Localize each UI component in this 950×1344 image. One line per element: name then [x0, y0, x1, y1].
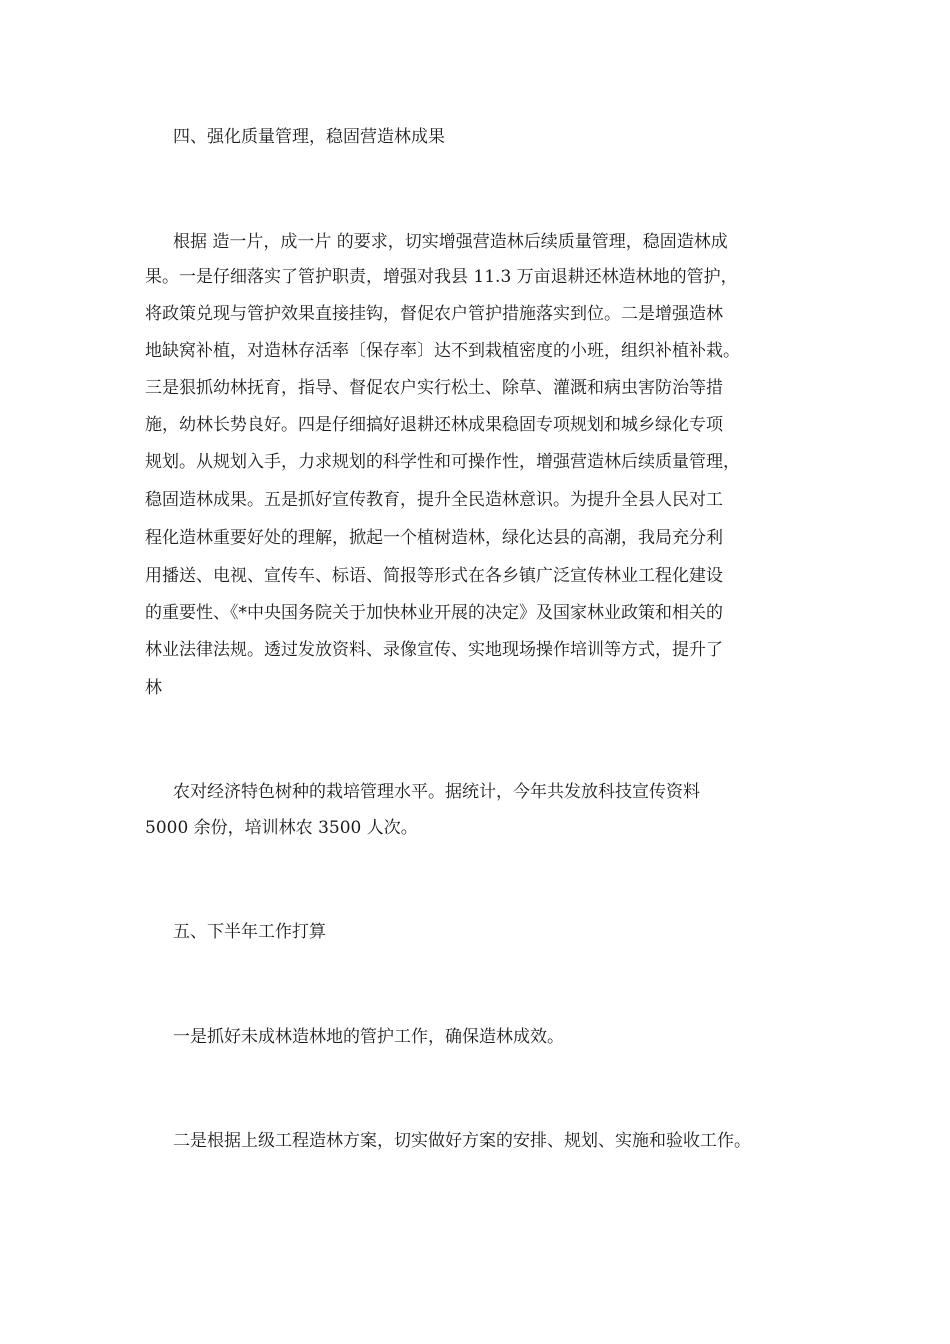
text-line: 林	[145, 678, 162, 698]
text-line: 三是狠抓幼林抚育，指导、督促农户实行松土、除草、灌溉和病虫害防治等措	[145, 378, 723, 398]
text-line: 果。一是仔细落实了管护职责，增强对我县 11.3 万亩退耕还林造林地的管护，	[145, 267, 738, 287]
text-line: 规划。从规划入手，力求规划的科学性和可操作性，增强营造林后续质量管理，	[145, 452, 740, 472]
text-line: 用播送、电视、宣传车、标语、简报等形式在各乡镇广泛宣传林业工程化建设	[145, 566, 723, 586]
text-line: 程化造林重要好处的理解，掀起一个植树造林，绿化达县的高潮，我局充分利	[145, 528, 723, 548]
plan-item-1: 一是抓好未成林造林地的管护工作，确保造林成效。	[173, 1027, 564, 1047]
text-line: 5000 余份，培训林农 3500 人次。	[145, 818, 418, 838]
text-line: 根据 造一片，成一片 的要求，切实增强营造林后续质量管理，稳固造林成	[173, 232, 728, 252]
text-line: 农对经济特色树种的栽培管理水平。据统计，今年共发放科技宣传资料	[173, 782, 700, 802]
text-line: 的重要性、《*中央国务院关于加快林业开展的决定》及国家林业政策和相关的	[145, 603, 723, 623]
plan-item-2: 二是根据上级工程造林方案，切实做好方案的安排、规划、实施和验收工作。	[173, 1131, 751, 1151]
text-line: 将政策兑现与管护效果直接挂钩，督促农户管护措施落实到位。二是增强造林	[145, 304, 723, 324]
text-line: 地缺窝补植，对造林存活率〔保存率〕达不到栽植密度的小班，组织补植补栽。	[145, 341, 740, 361]
text-line: 施，幼林长势良好。四是仔细搞好退耕还林成果稳固专项规划和城乡绿化专项	[145, 415, 723, 435]
section-heading-4: 四、强化质量管理，稳固营造林成果	[173, 127, 445, 147]
text-line: 林业法律法规。透过发放资料、录像宣传、实地现场操作培训等方式，提升了	[145, 640, 723, 660]
section-heading-5: 五、下半年工作打算	[173, 922, 326, 942]
text-line: 稳固造林成果。五是抓好宣传教育，提升全民造林意识。为提升全县人民对工	[145, 490, 723, 510]
